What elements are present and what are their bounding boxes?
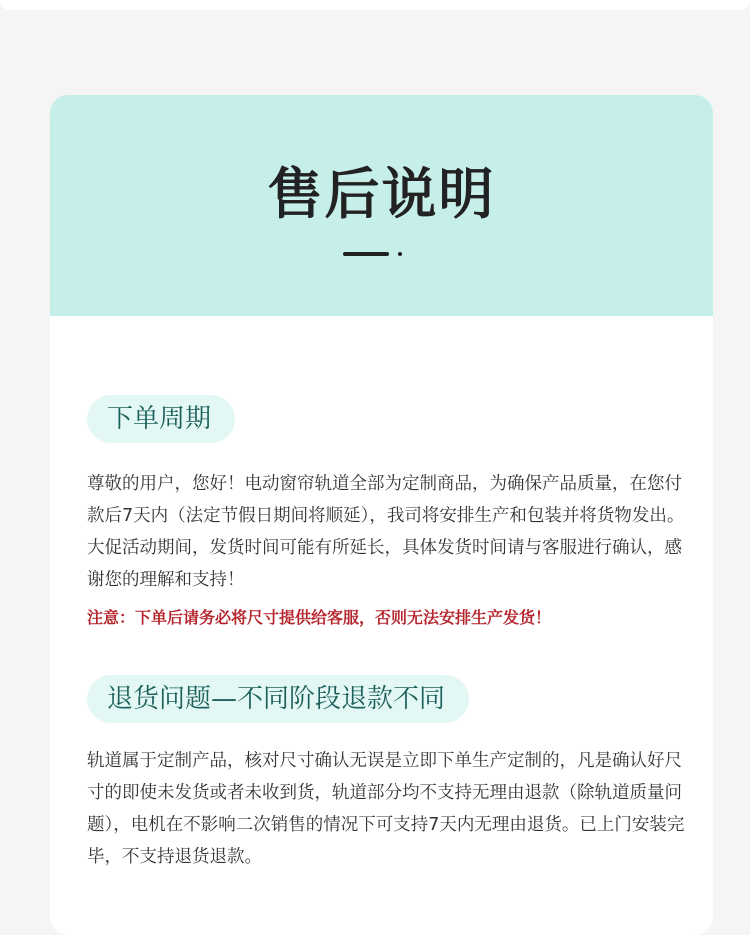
title-divider-bar — [343, 252, 389, 256]
notice-text: 注意：下单后请务必将尺寸提供给客服，否则无法安排生产发货！ — [87, 608, 552, 627]
after-sales-card — [50, 95, 713, 935]
section-body-returns: 轨道属于定制产品，核对尺寸确认无误是立即下单生产定制的，凡是确认好尺寸的即使未发货或者未收到货，轨道部分均不支持无理由退款（除轨道质量问题），电机在不影响二次销售的情况下可支持7天内无理由退货。已上门安装完毕，不支持退货退款。 — [87, 751, 685, 867]
top-band — [0, 0, 750, 10]
card-header — [50, 95, 713, 316]
section-heading-returns: 退货问题—不同阶段退款不同 — [87, 675, 469, 723]
section-body-order-cycle: 尊敬的用户，您好！电动窗帘轨道全部为定制商品，为确保产品质量，在您付款后7天内（法定节假日期间将顺延），我司将安排生产和包装并将货物发出。大促活动期间，发货时间可能有所延长，具体发货时间请与客服进行确认，感谢您的理解和支持！ — [87, 474, 685, 590]
section-heading-order-cycle: 下单周期 — [87, 395, 235, 443]
title-divider-dot — [398, 252, 402, 256]
page-title: 售后说明 — [267, 162, 496, 226]
